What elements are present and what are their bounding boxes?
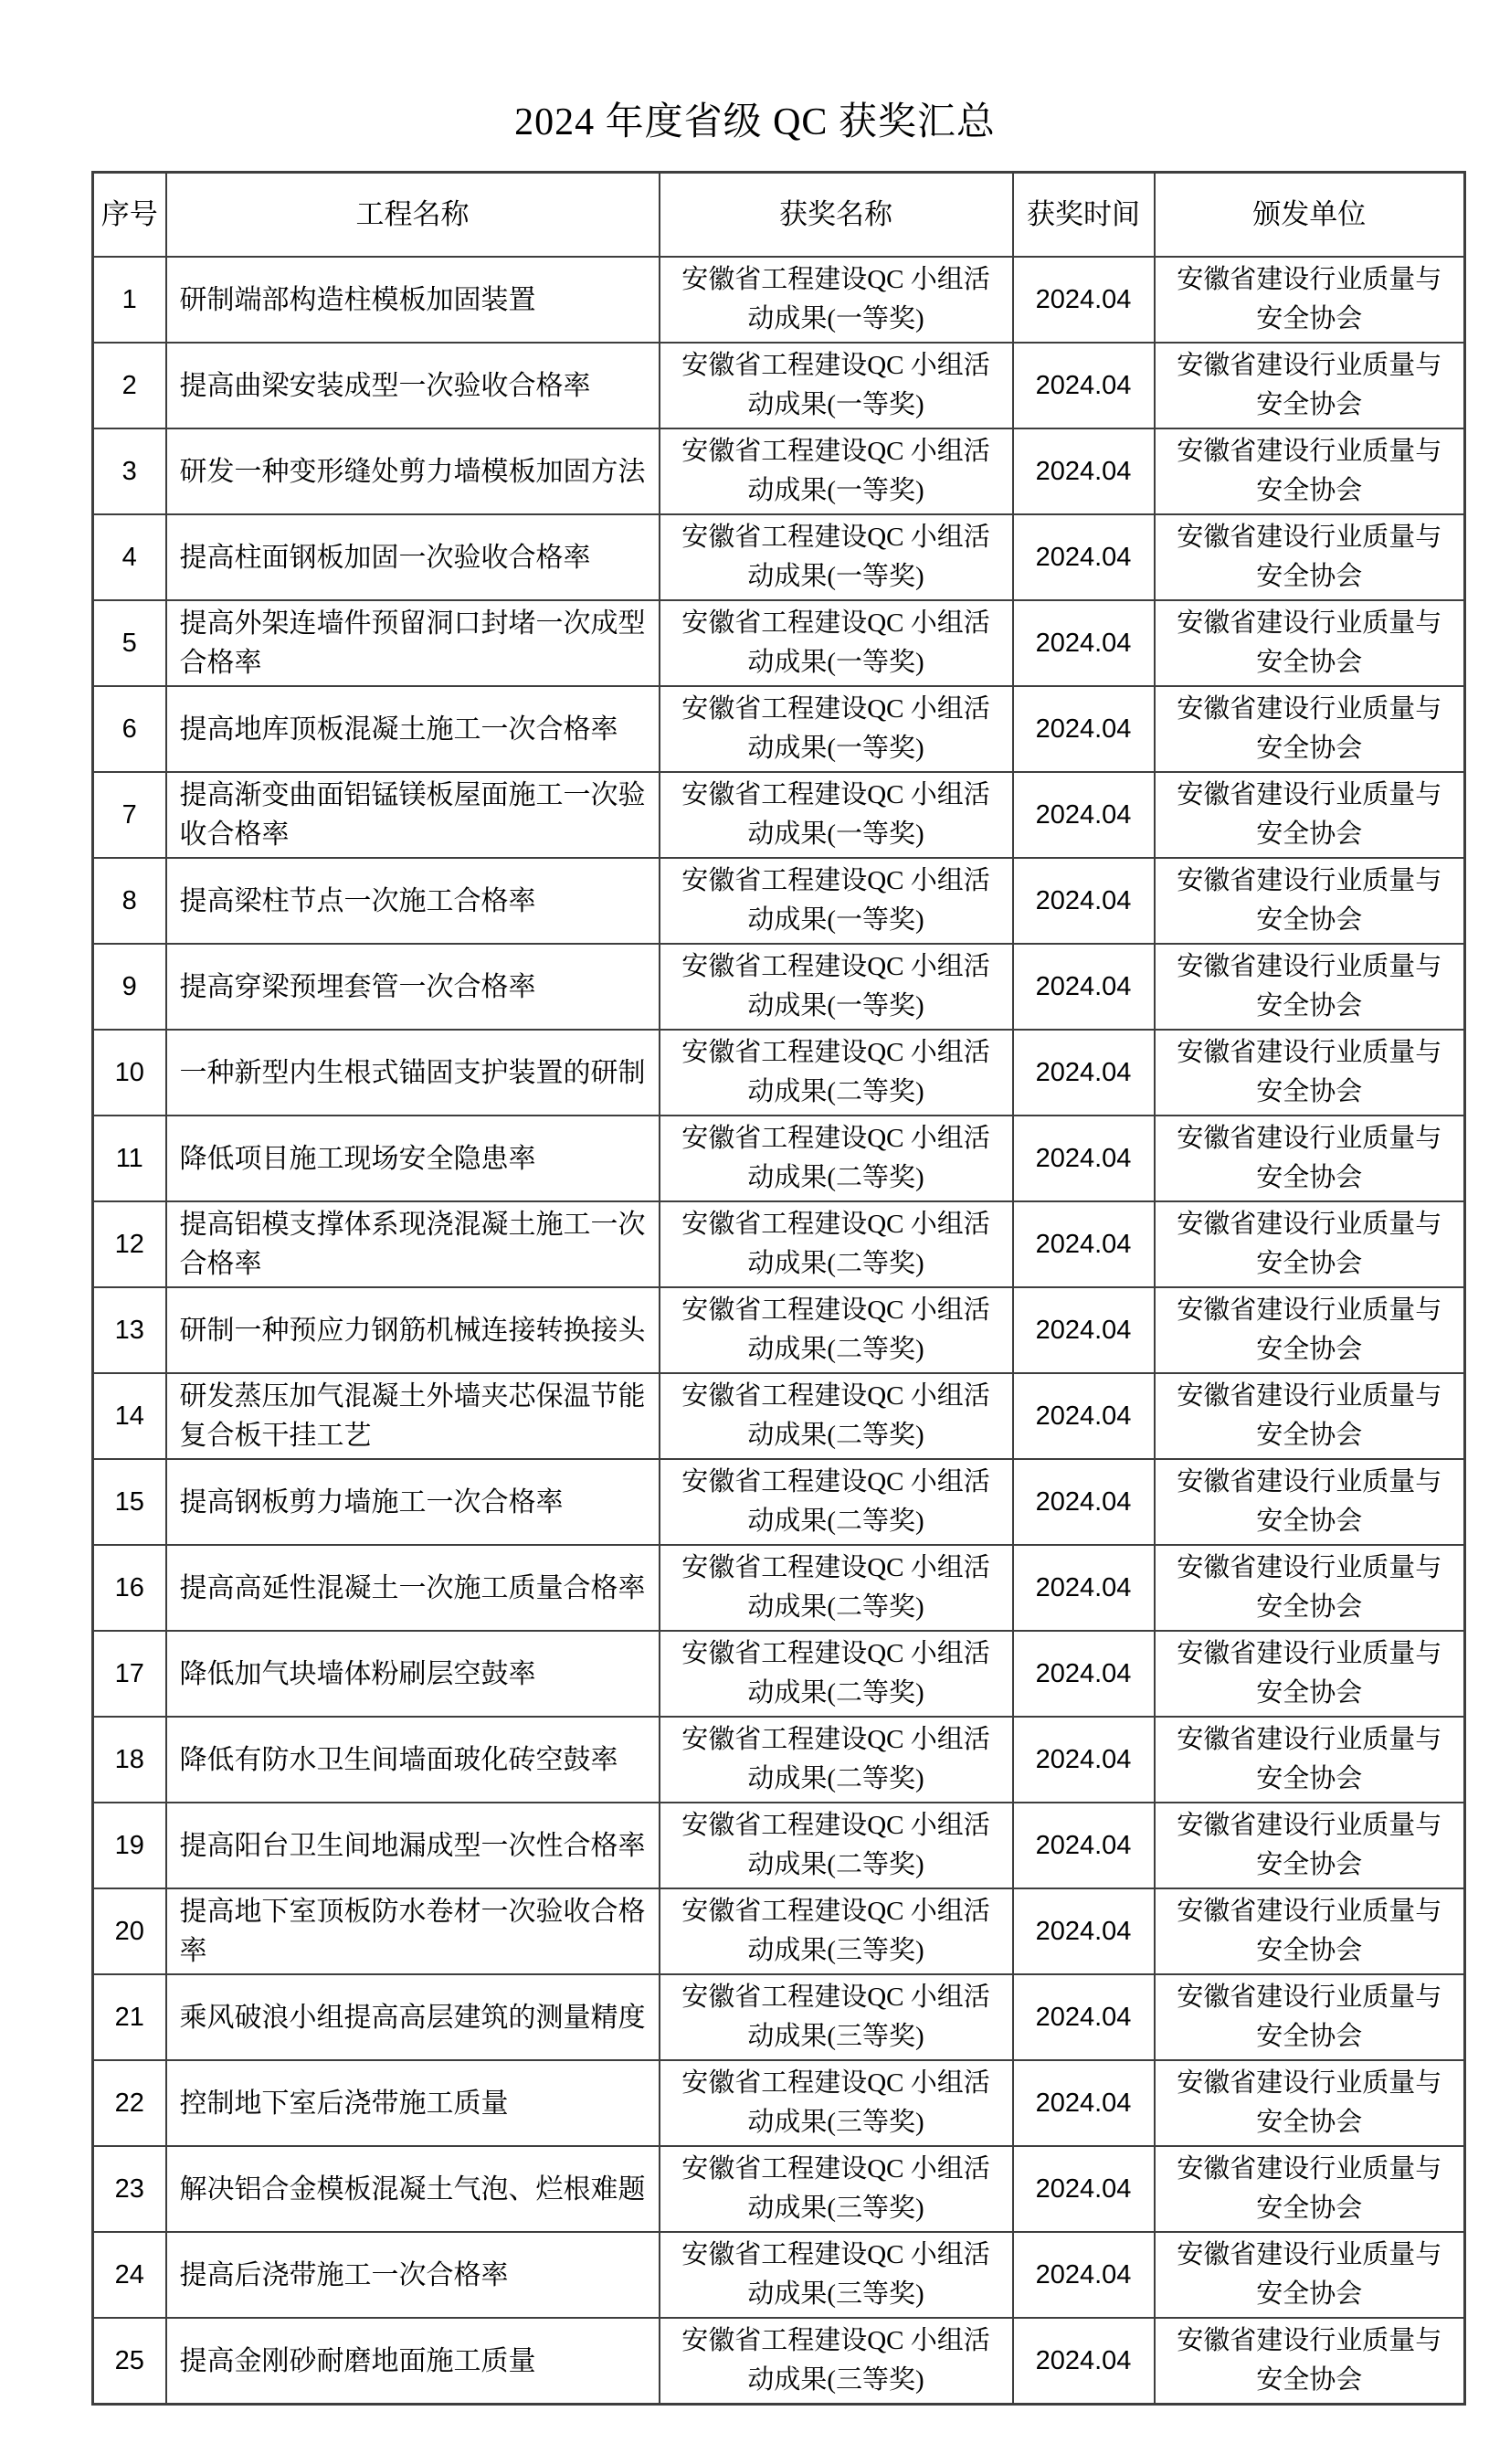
award-time-cell: 2024.04 bbox=[1013, 1373, 1155, 1459]
award-time-cell: 2024.04 bbox=[1013, 2232, 1155, 2318]
project-name-cell: 降低有防水卫生间墙面玻化砖空鼓率 bbox=[166, 1717, 660, 1803]
project-name-cell: 提高铝模支撑体系现浇混凝土施工一次合格率 bbox=[166, 1201, 660, 1287]
issuer-cell: 安徽省建设行业质量与安全协会 bbox=[1155, 1631, 1465, 1717]
award-time-cell: 2024.04 bbox=[1013, 686, 1155, 772]
table-row bbox=[93, 1631, 1465, 1717]
row-number-cell: 9 bbox=[93, 944, 166, 1030]
award-name-cell: 安徽省工程建设QC 小组活动成果(一等奖) bbox=[660, 428, 1013, 514]
award-time-cell: 2024.04 bbox=[1013, 1974, 1155, 2060]
project-name-cell: 乘风破浪小组提高高层建筑的测量精度 bbox=[166, 1974, 660, 2060]
row-number-cell: 14 bbox=[93, 1373, 166, 1459]
issuer-cell: 安徽省建设行业质量与安全协会 bbox=[1155, 2232, 1465, 2318]
table-row bbox=[93, 343, 1465, 428]
row-number-cell: 2 bbox=[93, 343, 166, 428]
table-body bbox=[93, 257, 1465, 2405]
project-name-cell: 提高曲梁安装成型一次验收合格率 bbox=[166, 343, 660, 428]
project-name-cell: 控制地下室后浇带施工质量 bbox=[166, 2060, 660, 2146]
project-name-cell: 提高穿梁预埋套管一次合格率 bbox=[166, 944, 660, 1030]
award-name-cell: 安徽省工程建设QC 小组活动成果(一等奖) bbox=[660, 858, 1013, 944]
row-number-cell: 23 bbox=[93, 2146, 166, 2232]
row-number-cell: 7 bbox=[93, 772, 166, 858]
award-name-cell: 安徽省工程建设QC 小组活动成果(一等奖) bbox=[660, 772, 1013, 858]
project-name-cell: 研发一种变形缝处剪力墙模板加固方法 bbox=[166, 428, 660, 514]
issuer-cell: 安徽省建设行业质量与安全协会 bbox=[1155, 1803, 1465, 1888]
project-name-cell: 研制一种预应力钢筋机械连接转换接头 bbox=[166, 1287, 660, 1373]
row-number-cell: 18 bbox=[93, 1717, 166, 1803]
page-title: 2024 年度省级 QC 获奖汇总 bbox=[514, 101, 996, 143]
table-row bbox=[93, 1373, 1465, 1459]
row-number-cell: 11 bbox=[93, 1116, 166, 1201]
issuer-cell: 安徽省建设行业质量与安全协会 bbox=[1155, 2146, 1465, 2232]
table-row bbox=[93, 600, 1465, 686]
row-number-cell: 19 bbox=[93, 1803, 166, 1888]
award-name-cell: 安徽省工程建设QC 小组活动成果(三等奖) bbox=[660, 2318, 1013, 2405]
issuer-cell: 安徽省建设行业质量与安全协会 bbox=[1155, 1459, 1465, 1545]
award-name-cell: 安徽省工程建设QC 小组活动成果(一等奖) bbox=[660, 944, 1013, 1030]
row-number-cell: 16 bbox=[93, 1545, 166, 1631]
table-row bbox=[93, 2146, 1465, 2232]
table-row bbox=[93, 2318, 1465, 2405]
table-header-row bbox=[93, 173, 1465, 258]
award-name-cell: 安徽省工程建设QC 小组活动成果(二等奖) bbox=[660, 1459, 1013, 1545]
award-name-cell: 安徽省工程建设QC 小组活动成果(二等奖) bbox=[660, 1631, 1013, 1717]
award-name-cell: 安徽省工程建设QC 小组活动成果(一等奖) bbox=[660, 600, 1013, 686]
issuer-cell: 安徽省建设行业质量与安全协会 bbox=[1155, 1116, 1465, 1201]
table-row bbox=[93, 514, 1465, 600]
award-time-cell: 2024.04 bbox=[1013, 944, 1155, 1030]
project-name-cell: 提高渐变曲面铝锰镁板屋面施工一次验收合格率 bbox=[166, 772, 660, 858]
award-time-cell: 2024.04 bbox=[1013, 1287, 1155, 1373]
award-time-cell: 2024.04 bbox=[1013, 2060, 1155, 2146]
project-name-cell: 提高金刚砂耐磨地面施工质量 bbox=[166, 2318, 660, 2405]
project-name-cell: 研制端部构造柱模板加固装置 bbox=[166, 257, 660, 343]
project-name-cell: 降低加气块墙体粉刷层空鼓率 bbox=[166, 1631, 660, 1717]
table-row bbox=[93, 1888, 1465, 1974]
row-number-cell: 5 bbox=[93, 600, 166, 686]
column-header-0: 序号 bbox=[93, 173, 166, 258]
issuer-cell: 安徽省建设行业质量与安全协会 bbox=[1155, 1287, 1465, 1373]
award-name-cell: 安徽省工程建设QC 小组活动成果(二等奖) bbox=[660, 1201, 1013, 1287]
award-name-cell: 安徽省工程建设QC 小组活动成果(三等奖) bbox=[660, 1974, 1013, 2060]
column-header-2: 获奖名称 bbox=[660, 173, 1013, 258]
award-time-cell: 2024.04 bbox=[1013, 1888, 1155, 1974]
award-name-cell: 安徽省工程建设QC 小组活动成果(二等奖) bbox=[660, 1373, 1013, 1459]
row-number-cell: 21 bbox=[93, 1974, 166, 2060]
table-row bbox=[93, 2060, 1465, 2146]
award-time-cell: 2024.04 bbox=[1013, 514, 1155, 600]
row-number-cell: 10 bbox=[93, 1030, 166, 1116]
table-row bbox=[93, 1116, 1465, 1201]
column-header-3: 获奖时间 bbox=[1013, 173, 1155, 258]
table-row bbox=[93, 772, 1465, 858]
row-number-cell: 3 bbox=[93, 428, 166, 514]
project-name-cell: 提高高延性混凝土一次施工质量合格率 bbox=[166, 1545, 660, 1631]
row-number-cell: 17 bbox=[93, 1631, 166, 1717]
table-row bbox=[93, 1717, 1465, 1803]
issuer-cell: 安徽省建设行业质量与安全协会 bbox=[1155, 1201, 1465, 1287]
award-time-cell: 2024.04 bbox=[1013, 343, 1155, 428]
table-row bbox=[93, 1803, 1465, 1888]
award-time-cell: 2024.04 bbox=[1013, 257, 1155, 343]
row-number-cell: 20 bbox=[93, 1888, 166, 1974]
award-time-cell: 2024.04 bbox=[1013, 1459, 1155, 1545]
table-row bbox=[93, 858, 1465, 944]
row-number-cell: 13 bbox=[93, 1287, 166, 1373]
award-time-cell: 2024.04 bbox=[1013, 772, 1155, 858]
award-time-cell: 2024.04 bbox=[1013, 1717, 1155, 1803]
award-time-cell: 2024.04 bbox=[1013, 1030, 1155, 1116]
project-name-cell: 研发蒸压加气混凝土外墙夹芯保温节能复合板干挂工艺 bbox=[166, 1373, 660, 1459]
table-row bbox=[93, 428, 1465, 514]
award-time-cell: 2024.04 bbox=[1013, 1545, 1155, 1631]
project-name-cell: 降低项目施工现场安全隐患率 bbox=[166, 1116, 660, 1201]
row-number-cell: 4 bbox=[93, 514, 166, 600]
award-time-cell: 2024.04 bbox=[1013, 2318, 1155, 2405]
row-number-cell: 12 bbox=[93, 1201, 166, 1287]
project-name-cell: 提高钢板剪力墙施工一次合格率 bbox=[166, 1459, 660, 1545]
issuer-cell: 安徽省建设行业质量与安全协会 bbox=[1155, 2318, 1465, 2405]
issuer-cell: 安徽省建设行业质量与安全协会 bbox=[1155, 944, 1465, 1030]
table-row bbox=[93, 1545, 1465, 1631]
award-name-cell: 安徽省工程建设QC 小组活动成果(三等奖) bbox=[660, 2060, 1013, 2146]
issuer-cell: 安徽省建设行业质量与安全协会 bbox=[1155, 514, 1465, 600]
row-number-cell: 8 bbox=[93, 858, 166, 944]
award-name-cell: 安徽省工程建设QC 小组活动成果(三等奖) bbox=[660, 1888, 1013, 1974]
issuer-cell: 安徽省建设行业质量与安全协会 bbox=[1155, 772, 1465, 858]
award-name-cell: 安徽省工程建设QC 小组活动成果(一等奖) bbox=[660, 343, 1013, 428]
award-time-cell: 2024.04 bbox=[1013, 1803, 1155, 1888]
issuer-cell: 安徽省建设行业质量与安全协会 bbox=[1155, 600, 1465, 686]
award-time-cell: 2024.04 bbox=[1013, 428, 1155, 514]
column-header-1: 工程名称 bbox=[166, 173, 660, 258]
table-row bbox=[93, 944, 1465, 1030]
award-time-cell: 2024.04 bbox=[1013, 1631, 1155, 1717]
issuer-cell: 安徽省建设行业质量与安全协会 bbox=[1155, 2060, 1465, 2146]
award-name-cell: 安徽省工程建设QC 小组活动成果(二等奖) bbox=[660, 1803, 1013, 1888]
award-name-cell: 安徽省工程建设QC 小组活动成果(三等奖) bbox=[660, 2146, 1013, 2232]
row-number-cell: 1 bbox=[93, 257, 166, 343]
issuer-cell: 安徽省建设行业质量与安全协会 bbox=[1155, 1974, 1465, 2060]
project-name-cell: 提高柱面钢板加固一次验收合格率 bbox=[166, 514, 660, 600]
award-name-cell: 安徽省工程建设QC 小组活动成果(二等奖) bbox=[660, 1545, 1013, 1631]
issuer-cell: 安徽省建设行业质量与安全协会 bbox=[1155, 1030, 1465, 1116]
table-row bbox=[93, 1201, 1465, 1287]
project-name-cell: 提高外架连墙件预留洞口封堵一次成型合格率 bbox=[166, 600, 660, 686]
column-header-4: 颁发单位 bbox=[1155, 173, 1465, 258]
table-row bbox=[93, 1030, 1465, 1116]
table-row bbox=[93, 2232, 1465, 2318]
table-row bbox=[93, 1974, 1465, 2060]
table-row bbox=[93, 1287, 1465, 1373]
issuer-cell: 安徽省建设行业质量与安全协会 bbox=[1155, 1373, 1465, 1459]
award-name-cell: 安徽省工程建设QC 小组活动成果(一等奖) bbox=[660, 686, 1013, 772]
table-row bbox=[93, 257, 1465, 343]
award-time-cell: 2024.04 bbox=[1013, 858, 1155, 944]
award-time-cell: 2024.04 bbox=[1013, 1201, 1155, 1287]
issuer-cell: 安徽省建设行业质量与安全协会 bbox=[1155, 858, 1465, 944]
issuer-cell: 安徽省建设行业质量与安全协会 bbox=[1155, 257, 1465, 343]
award-name-cell: 安徽省工程建设QC 小组活动成果(二等奖) bbox=[660, 1287, 1013, 1373]
issuer-cell: 安徽省建设行业质量与安全协会 bbox=[1155, 1545, 1465, 1631]
award-name-cell: 安徽省工程建设QC 小组活动成果(一等奖) bbox=[660, 257, 1013, 343]
award-name-cell: 安徽省工程建设QC 小组活动成果(三等奖) bbox=[660, 2232, 1013, 2318]
project-name-cell: 提高地库顶板混凝土施工一次合格率 bbox=[166, 686, 660, 772]
award-time-cell: 2024.04 bbox=[1013, 2146, 1155, 2232]
row-number-cell: 24 bbox=[93, 2232, 166, 2318]
row-number-cell: 15 bbox=[93, 1459, 166, 1545]
award-name-cell: 安徽省工程建设QC 小组活动成果(二等奖) bbox=[660, 1717, 1013, 1803]
row-number-cell: 6 bbox=[93, 686, 166, 772]
project-name-cell: 一种新型内生根式锚固支护装置的研制 bbox=[166, 1030, 660, 1116]
row-number-cell: 25 bbox=[93, 2318, 166, 2405]
project-name-cell: 提高阳台卫生间地漏成型一次性合格率 bbox=[166, 1803, 660, 1888]
table-row bbox=[93, 686, 1465, 772]
project-name-cell: 解决铝合金模板混凝土气泡、烂根难题 bbox=[166, 2146, 660, 2232]
award-name-cell: 安徽省工程建设QC 小组活动成果(一等奖) bbox=[660, 514, 1013, 600]
award-time-cell: 2024.04 bbox=[1013, 1116, 1155, 1201]
award-summary-table bbox=[91, 171, 1466, 2406]
award-time-cell: 2024.04 bbox=[1013, 600, 1155, 686]
project-name-cell: 提高梁柱节点一次施工合格率 bbox=[166, 858, 660, 944]
issuer-cell: 安徽省建设行业质量与安全协会 bbox=[1155, 1888, 1465, 1974]
issuer-cell: 安徽省建设行业质量与安全协会 bbox=[1155, 428, 1465, 514]
table-row bbox=[93, 1459, 1465, 1545]
issuer-cell: 安徽省建设行业质量与安全协会 bbox=[1155, 343, 1465, 428]
issuer-cell: 安徽省建设行业质量与安全协会 bbox=[1155, 1717, 1465, 1803]
award-name-cell: 安徽省工程建设QC 小组活动成果(二等奖) bbox=[660, 1030, 1013, 1116]
project-name-cell: 提高地下室顶板防水卷材一次验收合格率 bbox=[166, 1888, 660, 1974]
award-name-cell: 安徽省工程建设QC 小组活动成果(二等奖) bbox=[660, 1116, 1013, 1201]
row-number-cell: 22 bbox=[93, 2060, 166, 2146]
issuer-cell: 安徽省建设行业质量与安全协会 bbox=[1155, 686, 1465, 772]
project-name-cell: 提高后浇带施工一次合格率 bbox=[166, 2232, 660, 2318]
